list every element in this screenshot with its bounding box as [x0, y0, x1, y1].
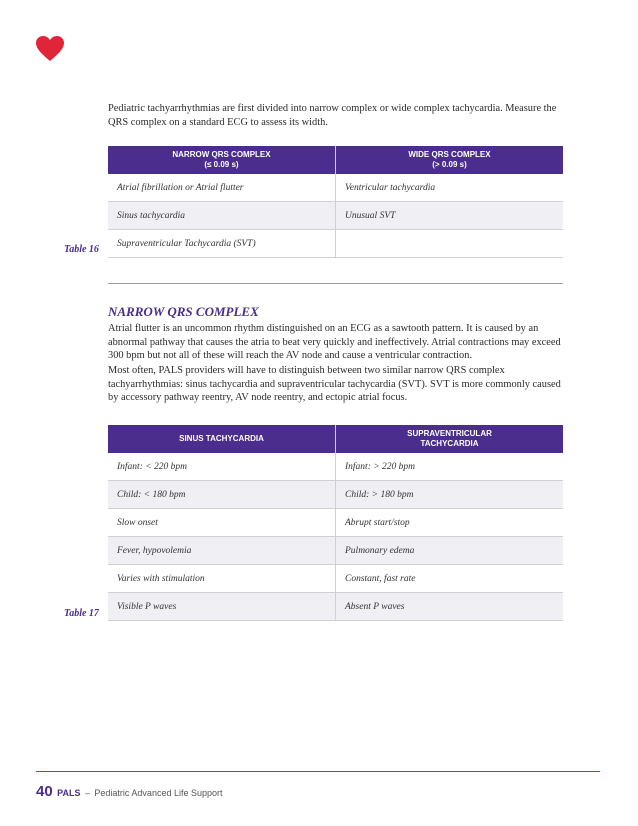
table-16	[108, 146, 563, 258]
table-row	[108, 481, 563, 509]
table-cell: Fever, hypovolemia	[108, 537, 336, 565]
table-cell: Visible P waves	[108, 593, 336, 621]
table-cell: Child: > 180 bpm	[336, 481, 564, 509]
table-17	[108, 425, 563, 621]
table-cell: Atrial fibrillation or Atrial flutter	[108, 174, 336, 202]
table-row	[108, 174, 563, 202]
table-cell: Constant, fast rate	[336, 565, 564, 593]
footer-title: Pediatric Advanced Life Support	[94, 788, 223, 798]
table-cell: Sinus tachycardia	[108, 202, 336, 230]
table-row	[108, 593, 563, 621]
footer-rule	[36, 771, 600, 772]
page-number: 40	[36, 783, 53, 800]
table16-header-wide: WIDE QRS COMPLEX (> 0.09 s)	[336, 146, 564, 174]
section-heading: NARROW QRS COMPLEX	[108, 304, 259, 319]
section-paragraph-1: Atrial flutter is an uncommon rhythm distinguished on an ECG as a sawtooth pattern. It is caused by an abnormal pathway that causes the atria to beat very quickly and ineffectively. Atrial contractions may exceed 300 bpm but not all of these will reach the AV node and cause a ventricular contraction.	[108, 323, 561, 362]
table16-header-narrow: NARROW QRS COMPLEX (≤ 0.09 s)	[108, 146, 336, 174]
footer-separator: –	[84, 788, 90, 798]
intro-paragraph: Pediatric tachyarrhythmias are first divided into narrow complex or wide complex tachycardia. Measure the QRS complex on a standard ECG to assess its width.	[108, 103, 557, 128]
table-cell: Unusual SVT	[336, 202, 564, 230]
table-cell: Absent P waves	[336, 593, 564, 621]
section-paragraph-2: Most often, PALS providers will have to distinguish between two similar narrow QRS complex tachyarrhythmias: sinus tachycardia and supraventricular tachycardia (SVT). SVT is more commonly caused by accessory pathway reentry, AV node reentry, and ectopic atrial focus.	[108, 365, 561, 404]
table-row	[108, 453, 563, 481]
table-row	[108, 202, 563, 230]
table16-label: Table 16	[64, 244, 99, 255]
table-row	[108, 230, 563, 258]
section-divider	[108, 283, 563, 284]
table-cell: Slow onset	[108, 509, 336, 537]
table17-header-sinus: SINUS TACHYCARDIA	[108, 425, 336, 453]
table-cell: Supraventricular Tachycardia (SVT)	[108, 230, 336, 258]
table-row	[108, 537, 563, 565]
table17-label: Table 17	[64, 608, 99, 619]
table-cell: Infant: < 220 bpm	[108, 453, 336, 481]
heart-icon	[36, 36, 64, 62]
table-cell: Infant: > 220 bpm	[336, 453, 564, 481]
table-cell: Pulmonary edema	[336, 537, 564, 565]
table-cell: Abrupt start/stop	[336, 509, 564, 537]
table-cell	[336, 230, 564, 258]
table-row	[108, 509, 563, 537]
table17-header-svt: SUPRAVENTRICULAR TACHYCARDIA	[336, 425, 564, 453]
table-cell: Ventricular tachycardia	[336, 174, 564, 202]
footer-brand: PALS	[57, 788, 81, 798]
table-cell: Child: < 180 bpm	[108, 481, 336, 509]
table-row	[108, 565, 563, 593]
page-footer	[36, 783, 223, 801]
table-cell: Varies with stimulation	[108, 565, 336, 593]
